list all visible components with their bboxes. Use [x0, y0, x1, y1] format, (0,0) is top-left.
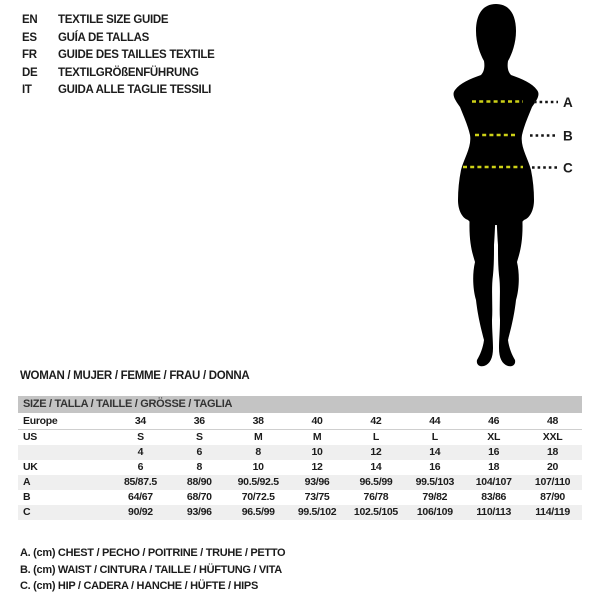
table-row [18, 490, 582, 505]
table-row-label: US [23, 431, 37, 443]
table-row [18, 475, 582, 490]
table-cell: 68/70 [186, 491, 212, 503]
table-row [18, 414, 582, 430]
table-row [18, 430, 582, 445]
table-cell: 90/92 [128, 506, 153, 518]
table-row-label: C [23, 506, 31, 518]
table-cell: 36 [193, 415, 205, 427]
table-cell: 4 [137, 446, 144, 458]
language-row [22, 12, 402, 30]
woman-silhouette-figure [454, 4, 539, 225]
woman-silhouette-svg [420, 0, 600, 375]
section-title-woman: WOMAN / MUJER / FEMME / FRAU / DONNA [20, 370, 250, 382]
table-cell: 110/113 [476, 506, 512, 518]
language-code: IT [22, 84, 32, 96]
hip-label: C [563, 160, 573, 176]
table-row [18, 445, 582, 460]
legend-hip: C. (cm) HIP / CADERA / HANCHE / HÜFTE / HIPS [20, 580, 258, 592]
table-cell: 96.5/99 [359, 476, 393, 488]
table-cell: M [312, 431, 322, 443]
language-code: EN [22, 14, 38, 26]
guide-title: TEXTILGRÖßENFÜHRUNG [58, 66, 199, 79]
language-row [22, 30, 402, 48]
table-cell: 83/86 [481, 491, 507, 503]
table-cell: 87/90 [540, 491, 565, 503]
table-row [18, 505, 582, 520]
table-cell: 18 [547, 446, 559, 458]
table-cell: S [137, 431, 144, 443]
table-cell: 16 [488, 446, 500, 458]
woman-silhouette-right-leg [496, 208, 523, 366]
guide-title: GUIDA ALLE TAGLIE TESSILI [58, 84, 212, 96]
table-cell: 90.5/92.5 [237, 476, 279, 488]
table-cell: 79/82 [422, 491, 448, 503]
table-row-label: A [23, 476, 31, 488]
language-row [22, 82, 402, 100]
table-cell: 114/119 [535, 506, 570, 518]
table-cell: S [195, 431, 203, 443]
table-cell: 64/67 [128, 491, 153, 503]
table-cell: 8 [255, 446, 261, 458]
table-cell: 93/96 [304, 476, 330, 488]
table-cell: XXL [542, 431, 563, 443]
table-cell: 44 [429, 415, 441, 427]
table-cell: 73/75 [304, 491, 330, 503]
table-cell: 102.5/105 [353, 506, 398, 518]
size-table-header: SIZE / TALLA / TAILLE / GRÖSSE / TAGLIA [18, 396, 582, 413]
legend-waist: B. (cm) WAIST / CINTURA / TAILLE / HÜFTUNG / VITA [20, 563, 282, 576]
table-cell: 12 [370, 446, 382, 458]
table-cell: 70/72.5 [241, 491, 275, 503]
table-row-label: UK [23, 461, 38, 473]
guide-title: GUÍA DE TALLAS [58, 31, 149, 44]
table-cell: 42 [370, 415, 382, 427]
table-cell: XL [487, 431, 501, 443]
table-cell: 76/78 [363, 491, 389, 503]
table-cell: 40 [311, 415, 323, 427]
table-cell: 106/109 [416, 506, 453, 518]
size-table [18, 396, 582, 520]
woman-silhouette-left-leg [469, 208, 496, 366]
language-code: FR [22, 49, 37, 61]
table-cell: 6 [196, 446, 203, 458]
table-cell: 99.5/103 [415, 476, 455, 488]
table-cell: 85/87.5 [123, 476, 157, 488]
language-title-block [22, 12, 402, 100]
chest-label: A [563, 95, 573, 110]
table-row [18, 460, 582, 475]
table-cell: 104/107 [475, 476, 512, 488]
legend-chest: A. (cm) CHEST / PECHO / POITRINE / TRUHE / PETTO [20, 547, 286, 559]
table-cell: 38 [252, 415, 264, 427]
table-cell: 96.5/99 [241, 506, 275, 518]
language-code: DE [22, 66, 38, 79]
table-cell: 99.5/102 [297, 506, 337, 518]
table-cell: 34 [134, 415, 146, 427]
table-cell: 10 [252, 461, 264, 473]
size-table-body [18, 414, 582, 520]
language-row [22, 65, 402, 83]
guide-title: TEXTILE SIZE GUIDE [58, 14, 169, 26]
measurement-legend [20, 545, 285, 595]
table-row-label: B [23, 491, 31, 503]
table-cell: 10 [311, 446, 323, 458]
language-code: ES [22, 31, 37, 44]
waist-label: B [563, 128, 573, 144]
table-cell: 14 [370, 461, 382, 473]
table-cell: 16 [429, 461, 441, 473]
table-cell: 88/90 [186, 476, 212, 488]
language-row [22, 47, 402, 65]
table-cell: 48 [547, 415, 559, 427]
table-row-label: Europe [23, 415, 58, 427]
table-cell: 12 [311, 461, 323, 473]
table-cell: 46 [488, 415, 500, 427]
table-cell: 20 [547, 461, 559, 473]
table-cell: 6 [137, 461, 144, 473]
table-cell: 93/96 [186, 506, 212, 518]
table-cell: L [372, 431, 379, 443]
table-cell: 18 [488, 461, 500, 473]
guide-title: GUIDE DES TAILLES TEXTILE [58, 49, 215, 61]
table-cell: 107/110 [534, 476, 571, 488]
table-cell: 8 [196, 461, 203, 473]
table-cell: 14 [429, 446, 441, 458]
table-cell: M [253, 431, 263, 443]
measurement-figure [420, 0, 600, 375]
table-cell: L [431, 431, 438, 443]
